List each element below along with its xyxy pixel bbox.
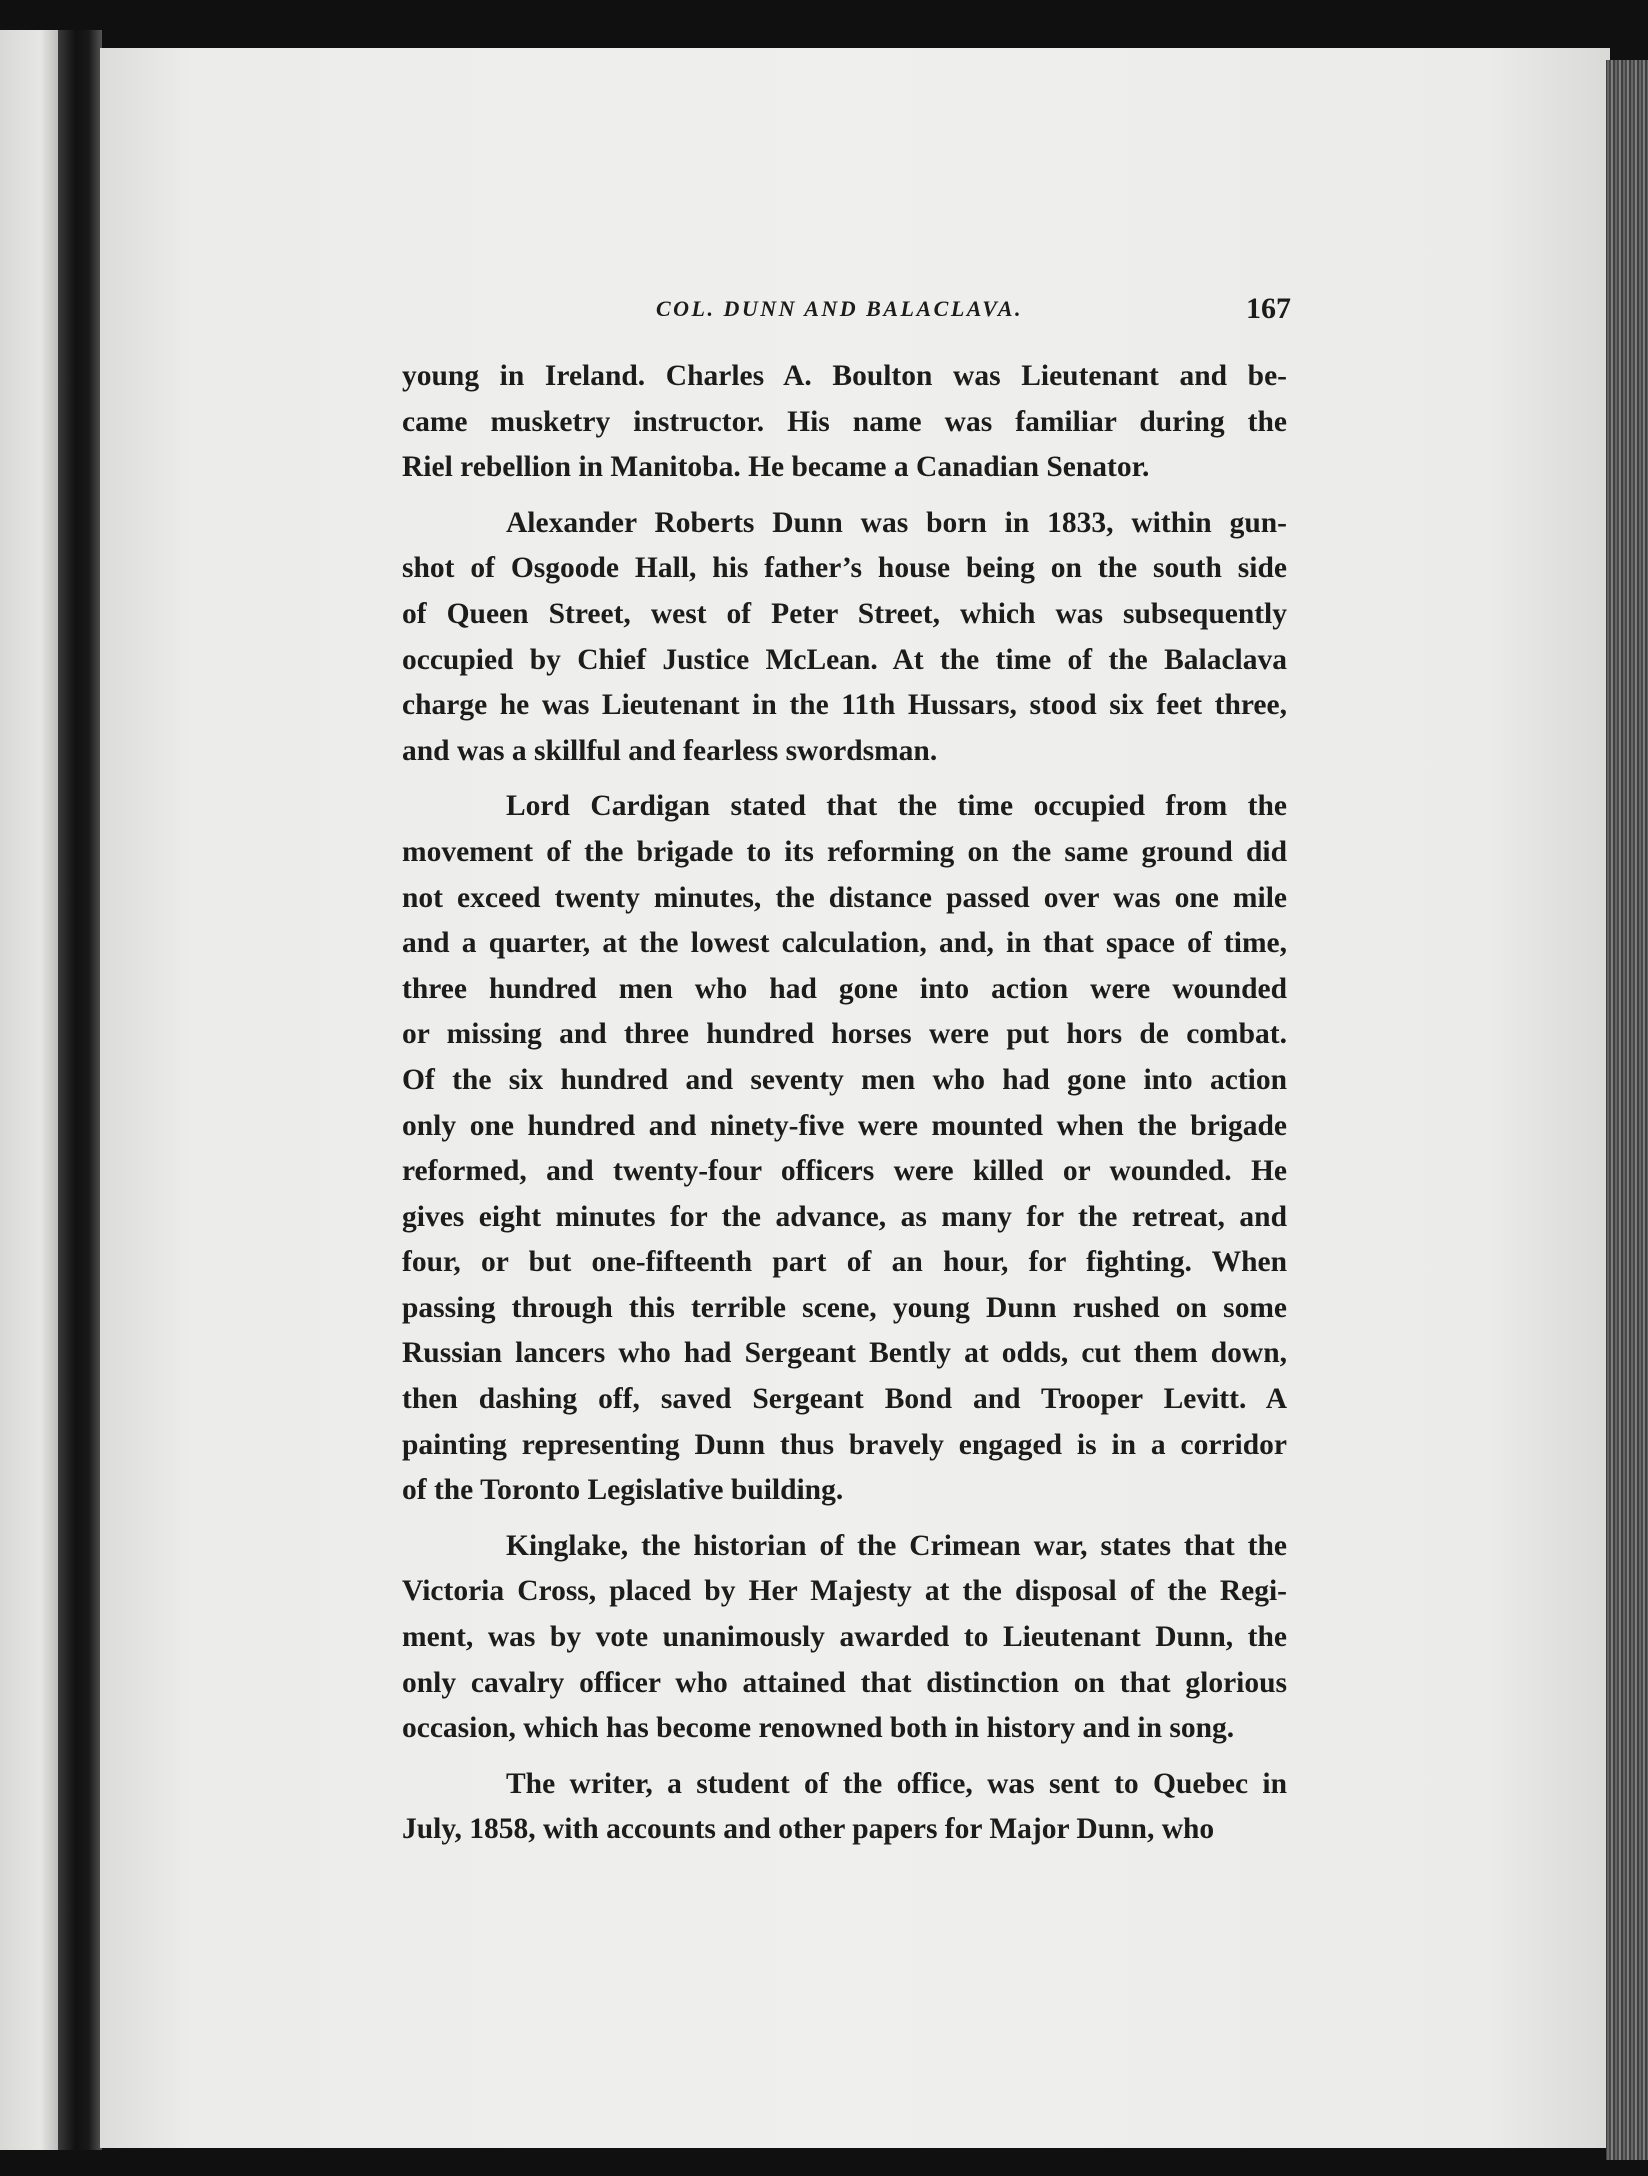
text-line: Riel rebellion in Manitoba. He became a Canadian Senator. <box>402 451 1150 484</box>
running-head <box>402 292 1291 332</box>
book-gutter <box>58 30 102 2150</box>
running-head-title: COL. DUNN AND BALACLAVA. <box>656 296 1024 321</box>
paragraph <box>402 354 1287 491</box>
text-line: and a quarter, at the lowest calculation, and, in that space of time, <box>402 927 1287 960</box>
text-line: four, or but one-fifteenth part of an hour, for fighting. When <box>402 1246 1287 1279</box>
body-text <box>402 354 1287 1853</box>
text-line: movement of the brigade to its reforming on the same ground did <box>402 835 1287 868</box>
page-stack-edges <box>1606 60 1648 2160</box>
text-line: painting representing Dunn thus bravely engaged is in a corridor <box>402 1428 1287 1461</box>
text-line: Kinglake, the historian of the Crimean war, states that the <box>506 1529 1287 1562</box>
text-line: Russian lancers who had Sergeant Bently at odds, cut them down, <box>402 1337 1287 1370</box>
text-line: only one hundred and ninety-five were mounted when the brigade <box>402 1109 1287 1142</box>
text-line: only cavalry officer who attained that distinction on that glorious <box>402 1666 1287 1699</box>
text-line: of Queen Street, west of Peter Street, which was subsequently <box>402 597 1287 630</box>
text-line: three hundred men who had gone into action were wounded <box>402 972 1287 1005</box>
text-line: charge he was Lieutenant in the 11th Hussars, stood six feet three, <box>402 689 1287 722</box>
text-line: came musketry instructor. His name was familiar during the <box>402 405 1287 438</box>
text-line: reformed, and twenty-four officers were killed or wounded. He <box>402 1155 1287 1188</box>
text-line: shot of Osgoode Hall, his father’s house being on the south side <box>402 552 1287 585</box>
text-line: or missing and three hundred horses were put hors de combat. <box>402 1018 1287 1051</box>
text-line: of the Toronto Legislative building. <box>402 1474 844 1507</box>
text-line: occasion, which has become renowned both in history and in song. <box>402 1712 1235 1745</box>
text-line: The writer, a student of the office, was sent to Quebec in <box>506 1767 1287 1800</box>
text-line: then dashing off, saved Sergeant Bond and Trooper Levitt. A <box>402 1383 1287 1416</box>
text-line: occupied by Chief Justice McLean. At the time of the Balaclava <box>402 643 1287 676</box>
text-line: young in Ireland. Charles A. Boulton was Lieutenant and be- <box>402 360 1287 392</box>
page-text-block <box>402 292 1291 1853</box>
text-line: Lord Cardigan stated that the time occupied from the <box>506 790 1287 823</box>
paragraph <box>402 1524 1287 1752</box>
text-line: passing through this terrible scene, young Dunn rushed on some <box>402 1291 1287 1324</box>
page-number: 167 <box>1246 292 1291 325</box>
paragraph <box>402 784 1287 1514</box>
text-line: and was a skillful and fearless swordsman. <box>402 734 938 767</box>
text-line: ment, was by vote unanimously awarded to Lieutenant Dunn, the <box>402 1621 1287 1654</box>
paragraph <box>402 501 1287 775</box>
text-line: Alexander Roberts Dunn was born in 1833, within gun- <box>506 506 1287 539</box>
facing-page-edge <box>0 30 58 2150</box>
text-line: not exceed twenty minutes, the distance passed over was one mile <box>402 881 1287 914</box>
text-line: Of the six hundred and seventy men who had gone into action <box>402 1063 1287 1096</box>
text-line: Victoria Cross, placed by Her Majesty at the disposal of the Regi- <box>402 1575 1287 1608</box>
text-line: gives eight minutes for the advance, as many for the retreat, and <box>402 1200 1287 1233</box>
text-line: July, 1858, with accounts and other papers for Major Dunn, who <box>402 1813 1215 1846</box>
paragraph <box>402 1762 1287 1853</box>
